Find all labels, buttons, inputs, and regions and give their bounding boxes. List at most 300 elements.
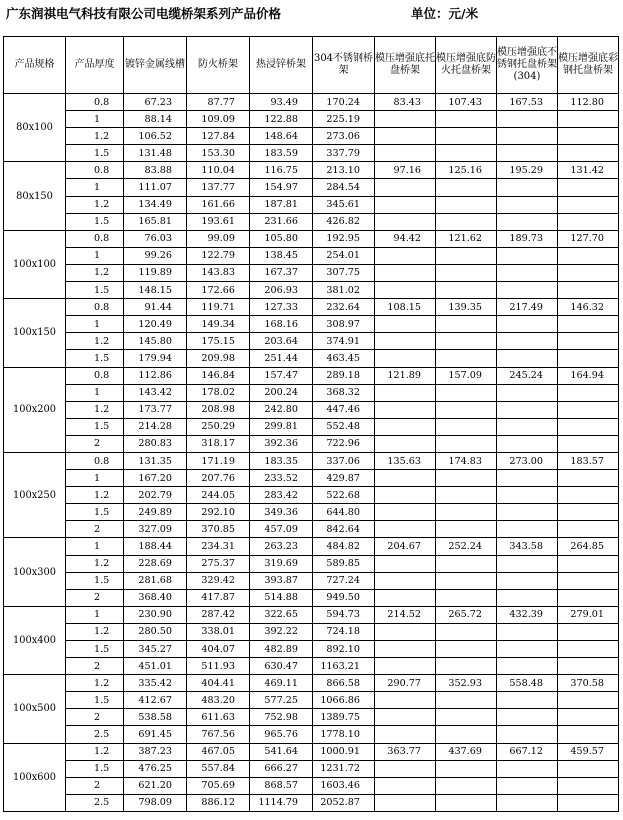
empty-cell: [436, 470, 497, 487]
empty-cell: [375, 760, 436, 777]
table-row: [4, 658, 619, 675]
price-cell: 514.88: [250, 589, 313, 606]
spec-cell: 100x100: [4, 230, 66, 298]
price-cell: 722.96: [313, 435, 375, 452]
empty-cell: [436, 264, 497, 281]
price-cell: 283.42: [250, 487, 313, 504]
empty-cell: [436, 794, 497, 811]
price-cell: 168.16: [250, 316, 313, 333]
price-cell: 127.33: [250, 299, 313, 316]
empty-cell: [497, 504, 558, 521]
price-cell: 447.46: [313, 401, 375, 418]
table-row: [4, 247, 619, 264]
thickness-cell: 1: [66, 606, 124, 623]
price-cell: 463.45: [313, 350, 375, 367]
empty-cell: [375, 487, 436, 504]
empty-cell: [497, 264, 558, 281]
table-row: [4, 94, 619, 111]
empty-cell: [436, 555, 497, 572]
empty-cell: [558, 401, 619, 418]
price-cell: 327.09: [124, 521, 187, 538]
price-cell: 308.97: [313, 316, 375, 333]
empty-cell: [375, 589, 436, 606]
price-cell: 467.05: [187, 743, 250, 760]
price-cell: 280.50: [124, 623, 187, 640]
table-row: [4, 794, 619, 811]
price-cell: 511.93: [187, 658, 250, 675]
table-row: [4, 179, 619, 196]
price-cell: 251.44: [250, 350, 313, 367]
header-fireproof-tray: 防火桥架: [187, 37, 250, 94]
spec-cell: 100x200: [4, 367, 66, 452]
empty-cell: [558, 384, 619, 401]
table-row: [4, 162, 619, 179]
thickness-cell: 1.5: [66, 504, 124, 521]
empty-cell: [436, 145, 497, 162]
price-cell: 99.09: [187, 230, 250, 247]
thickness-cell: 1: [66, 538, 124, 555]
price-cell: 254.01: [313, 247, 375, 264]
thickness-cell: 1.5: [66, 692, 124, 709]
price-cell: 167.20: [124, 470, 187, 487]
empty-cell: [558, 316, 619, 333]
price-cell: 83.88: [124, 162, 187, 179]
empty-cell: [497, 247, 558, 264]
table-row: [4, 606, 619, 623]
table-row: [4, 709, 619, 726]
empty-cell: [375, 623, 436, 640]
price-cell: 242.80: [250, 401, 313, 418]
price-cell: 1603.46: [313, 777, 375, 794]
empty-cell: [497, 555, 558, 572]
molded-price-cell: 437.69: [436, 743, 497, 760]
price-cell: 225.19: [313, 111, 375, 128]
molded-price-cell: 146.32: [558, 299, 619, 316]
price-cell: 691.45: [124, 726, 187, 743]
thickness-cell: 1.2: [66, 333, 124, 350]
empty-cell: [436, 658, 497, 675]
empty-cell: [558, 145, 619, 162]
price-cell: 767.56: [187, 726, 250, 743]
price-cell: 88.14: [124, 111, 187, 128]
molded-price-cell: 139.35: [436, 299, 497, 316]
empty-cell: [375, 179, 436, 196]
price-cell: 886.12: [187, 794, 250, 811]
molded-price-cell: 217.49: [497, 299, 558, 316]
empty-cell: [436, 692, 497, 709]
molded-price-cell: 127.70: [558, 230, 619, 247]
empty-cell: [436, 196, 497, 213]
empty-cell: [558, 794, 619, 811]
table-row: [4, 470, 619, 487]
price-cell: 1231.72: [313, 760, 375, 777]
price-cell: 148.15: [124, 282, 187, 299]
price-cell: 233.52: [250, 470, 313, 487]
price-cell: 273.06: [313, 128, 375, 145]
price-cell: 322.65: [250, 606, 313, 623]
price-cell: 541.64: [250, 743, 313, 760]
price-cell: 644.80: [313, 504, 375, 521]
thickness-cell: 2.5: [66, 794, 124, 811]
table-row: [4, 504, 619, 521]
empty-cell: [558, 418, 619, 435]
price-cell: 187.81: [250, 196, 313, 213]
molded-price-cell: 157.09: [436, 367, 497, 384]
empty-cell: [558, 521, 619, 538]
empty-cell: [558, 333, 619, 350]
price-cell: 412.67: [124, 692, 187, 709]
empty-cell: [436, 179, 497, 196]
price-cell: 1389.75: [313, 709, 375, 726]
molded-price-cell: 121.62: [436, 230, 497, 247]
molded-price-cell: 108.15: [375, 299, 436, 316]
empty-cell: [375, 350, 436, 367]
price-cell: 866.58: [313, 675, 375, 692]
molded-price-cell: 189.73: [497, 230, 558, 247]
empty-cell: [497, 777, 558, 794]
table-row: [4, 384, 619, 401]
empty-cell: [497, 623, 558, 640]
price-cell: 538.58: [124, 709, 187, 726]
price-cell: 287.42: [187, 606, 250, 623]
empty-cell: [436, 623, 497, 640]
price-cell: 249.89: [124, 504, 187, 521]
molded-price-cell: 94.42: [375, 230, 436, 247]
price-cell: 167.37: [250, 264, 313, 281]
price-cell: 381.02: [313, 282, 375, 299]
price-cell: 173.77: [124, 401, 187, 418]
price-cell: 146.84: [187, 367, 250, 384]
thickness-cell: 1.5: [66, 641, 124, 658]
empty-cell: [558, 589, 619, 606]
table-row: [4, 111, 619, 128]
price-cell: 727.24: [313, 572, 375, 589]
empty-cell: [497, 196, 558, 213]
table-row: [4, 350, 619, 367]
header-molded-tray: 模压增强底托盘桥架: [375, 37, 436, 94]
empty-cell: [497, 418, 558, 435]
empty-cell: [375, 470, 436, 487]
empty-cell: [558, 504, 619, 521]
price-cell: 157.47: [250, 367, 313, 384]
price-cell: 188.44: [124, 538, 187, 555]
empty-cell: [558, 264, 619, 281]
empty-cell: [558, 179, 619, 196]
table-row: [4, 623, 619, 640]
price-cell: 522.68: [313, 487, 375, 504]
molded-price-cell: 459.57: [558, 743, 619, 760]
empty-cell: [375, 658, 436, 675]
empty-cell: [375, 521, 436, 538]
empty-cell: [497, 179, 558, 196]
empty-cell: [436, 213, 497, 230]
empty-cell: [497, 709, 558, 726]
table-row: [4, 213, 619, 230]
table-row: [4, 230, 619, 247]
molded-price-cell: 121.89: [375, 367, 436, 384]
price-cell: 393.87: [250, 572, 313, 589]
empty-cell: [497, 487, 558, 504]
empty-cell: [497, 726, 558, 743]
price-cell: 105.80: [250, 230, 313, 247]
empty-cell: [436, 589, 497, 606]
empty-cell: [497, 401, 558, 418]
price-cell: 345.61: [313, 196, 375, 213]
empty-cell: [497, 316, 558, 333]
spec-cell: 100x150: [4, 299, 66, 367]
table-row: [4, 538, 619, 555]
thickness-cell: 0.8: [66, 299, 124, 316]
table-row: [4, 145, 619, 162]
molded-price-cell: 112.80: [558, 94, 619, 111]
price-cell: 275.37: [187, 555, 250, 572]
empty-cell: [436, 384, 497, 401]
price-cell: 404.41: [187, 675, 250, 692]
table-row: [4, 128, 619, 145]
price-cell: 172.66: [187, 282, 250, 299]
spec-cell: 100x400: [4, 606, 66, 674]
empty-cell: [558, 487, 619, 504]
empty-cell: [375, 282, 436, 299]
molded-price-cell: 83.43: [375, 94, 436, 111]
empty-cell: [436, 521, 497, 538]
thickness-cell: 2: [66, 658, 124, 675]
empty-cell: [558, 623, 619, 640]
empty-cell: [375, 709, 436, 726]
molded-price-cell: 290.77: [375, 675, 436, 692]
empty-cell: [497, 641, 558, 658]
price-cell: 892.10: [313, 641, 375, 658]
price-cell: 577.25: [250, 692, 313, 709]
empty-cell: [375, 401, 436, 418]
price-cell: 280.83: [124, 435, 187, 452]
table-body: [4, 94, 619, 812]
table-row: [4, 692, 619, 709]
price-cell: 798.09: [124, 794, 187, 811]
empty-cell: [375, 128, 436, 145]
price-cell: 200.24: [250, 384, 313, 401]
price-cell: 170.24: [313, 94, 375, 111]
thickness-cell: 2: [66, 589, 124, 606]
thickness-cell: 1.2: [66, 623, 124, 640]
price-cell: 392.36: [250, 435, 313, 452]
price-cell: 965.76: [250, 726, 313, 743]
table-row: [4, 282, 619, 299]
price-cell: 705.69: [187, 777, 250, 794]
spec-cell: 100x500: [4, 675, 66, 743]
spec-cell: 100x300: [4, 538, 66, 606]
molded-price-cell: 264.85: [558, 538, 619, 555]
empty-cell: [436, 128, 497, 145]
price-cell: 484.82: [313, 538, 375, 555]
thickness-cell: 1.2: [66, 555, 124, 572]
price-cell: 111.07: [124, 179, 187, 196]
price-cell: 127.84: [187, 128, 250, 145]
table-row: [4, 641, 619, 658]
price-table: [3, 36, 619, 812]
price-cell: 426.82: [313, 213, 375, 230]
empty-cell: [436, 401, 497, 418]
price-cell: 404.07: [187, 641, 250, 658]
thickness-cell: 2: [66, 709, 124, 726]
price-cell: 119.89: [124, 264, 187, 281]
price-cell: 621.20: [124, 777, 187, 794]
empty-cell: [497, 333, 558, 350]
empty-cell: [558, 350, 619, 367]
thickness-cell: 1.5: [66, 350, 124, 367]
spec-cell: 80x150: [4, 162, 66, 230]
price-cell: 483.20: [187, 692, 250, 709]
price-cell: 307.75: [313, 264, 375, 281]
price-cell: 752.98: [250, 709, 313, 726]
price-cell: 213.10: [313, 162, 375, 179]
empty-cell: [436, 641, 497, 658]
price-cell: 203.64: [250, 333, 313, 350]
empty-cell: [375, 572, 436, 589]
thickness-cell: 1: [66, 384, 124, 401]
price-cell: 337.06: [313, 452, 375, 469]
molded-price-cell: 164.94: [558, 367, 619, 384]
header-thickness: 产品厚度: [66, 37, 124, 94]
unit-label: 单位：元/米: [411, 6, 479, 21]
empty-cell: [558, 641, 619, 658]
price-cell: 594.73: [313, 606, 375, 623]
empty-cell: [436, 709, 497, 726]
page-header: [0, 0, 623, 30]
price-cell: 122.79: [187, 247, 250, 264]
empty-cell: [436, 435, 497, 452]
header-molded-color-steel-tray: 模压增强底彩钢托盘桥架: [558, 37, 619, 94]
empty-cell: [497, 145, 558, 162]
empty-cell: [497, 589, 558, 606]
empty-cell: [497, 521, 558, 538]
empty-cell: [558, 709, 619, 726]
price-cell: 138.45: [250, 247, 313, 264]
empty-cell: [497, 760, 558, 777]
price-cell: 1778.10: [313, 726, 375, 743]
price-cell: 110.04: [187, 162, 250, 179]
price-cell: 482.89: [250, 641, 313, 658]
empty-cell: [375, 316, 436, 333]
empty-cell: [558, 196, 619, 213]
empty-cell: [497, 794, 558, 811]
price-cell: 178.02: [187, 384, 250, 401]
header-galvanized-trunking: 镀锌金属线槽: [124, 37, 187, 94]
table-row: [4, 367, 619, 384]
thickness-cell: 0.8: [66, 94, 124, 111]
thickness-cell: 1.2: [66, 401, 124, 418]
price-cell: 469.11: [250, 675, 313, 692]
empty-cell: [436, 418, 497, 435]
empty-cell: [558, 760, 619, 777]
price-cell: 244.05: [187, 487, 250, 504]
molded-price-cell: 265.72: [436, 606, 497, 623]
header-hot-dip-tray: 热浸锌桥架: [250, 37, 313, 94]
molded-price-cell: 97.16: [375, 162, 436, 179]
empty-cell: [497, 213, 558, 230]
price-cell: 630.47: [250, 658, 313, 675]
molded-price-cell: 183.57: [558, 452, 619, 469]
empty-cell: [375, 264, 436, 281]
header-spec: 产品规格: [4, 37, 66, 94]
molded-price-cell: 125.16: [436, 162, 497, 179]
price-cell: 374.91: [313, 333, 375, 350]
empty-cell: [375, 111, 436, 128]
price-cell: 232.64: [313, 299, 375, 316]
empty-cell: [375, 641, 436, 658]
molded-price-cell: 204.67: [375, 538, 436, 555]
empty-cell: [558, 726, 619, 743]
price-cell: 338.01: [187, 623, 250, 640]
price-cell: 335.42: [124, 675, 187, 692]
empty-cell: [375, 504, 436, 521]
table-row: [4, 589, 619, 606]
empty-cell: [436, 504, 497, 521]
molded-price-cell: 352.93: [436, 675, 497, 692]
header-molded-fireproof-tray: 模压增强底防火托盘桥架: [436, 37, 497, 94]
table-row: [4, 316, 619, 333]
empty-cell: [375, 794, 436, 811]
empty-cell: [497, 111, 558, 128]
thickness-cell: 1: [66, 111, 124, 128]
molded-price-cell: 245.24: [497, 367, 558, 384]
thickness-cell: 1: [66, 247, 124, 264]
molded-price-cell: 558.48: [497, 675, 558, 692]
thickness-cell: 2: [66, 435, 124, 452]
thickness-cell: 2.5: [66, 726, 124, 743]
empty-cell: [436, 760, 497, 777]
price-cell: 122.88: [250, 111, 313, 128]
empty-cell: [497, 470, 558, 487]
thickness-cell: 1.5: [66, 282, 124, 299]
empty-cell: [375, 777, 436, 794]
price-cell: 76.03: [124, 230, 187, 247]
price-cell: 112.86: [124, 367, 187, 384]
thickness-cell: 1.5: [66, 213, 124, 230]
molded-price-cell: 273.00: [497, 452, 558, 469]
molded-price-cell: 432.39: [497, 606, 558, 623]
price-cell: 179.94: [124, 350, 187, 367]
table-row: [4, 418, 619, 435]
thickness-cell: 0.8: [66, 162, 124, 179]
empty-cell: [436, 350, 497, 367]
price-cell: 93.49: [250, 94, 313, 111]
header-row: [4, 37, 619, 94]
price-cell: 134.49: [124, 196, 187, 213]
molded-price-cell: 667.12: [497, 743, 558, 760]
thickness-cell: 0.8: [66, 452, 124, 469]
molded-price-cell: 370.58: [558, 675, 619, 692]
thickness-cell: 1.2: [66, 128, 124, 145]
price-cell: 231.66: [250, 213, 313, 230]
empty-cell: [375, 435, 436, 452]
empty-cell: [497, 692, 558, 709]
empty-cell: [558, 555, 619, 572]
empty-cell: [375, 247, 436, 264]
price-cell: 91.44: [124, 299, 187, 316]
empty-cell: [558, 658, 619, 675]
price-cell: 284.54: [313, 179, 375, 196]
empty-cell: [375, 418, 436, 435]
empty-cell: [558, 777, 619, 794]
empty-cell: [558, 247, 619, 264]
price-cell: 149.34: [187, 316, 250, 333]
empty-cell: [436, 111, 497, 128]
empty-cell: [375, 213, 436, 230]
price-cell: 370.85: [187, 521, 250, 538]
table-row: [4, 777, 619, 794]
price-cell: 263.23: [250, 538, 313, 555]
